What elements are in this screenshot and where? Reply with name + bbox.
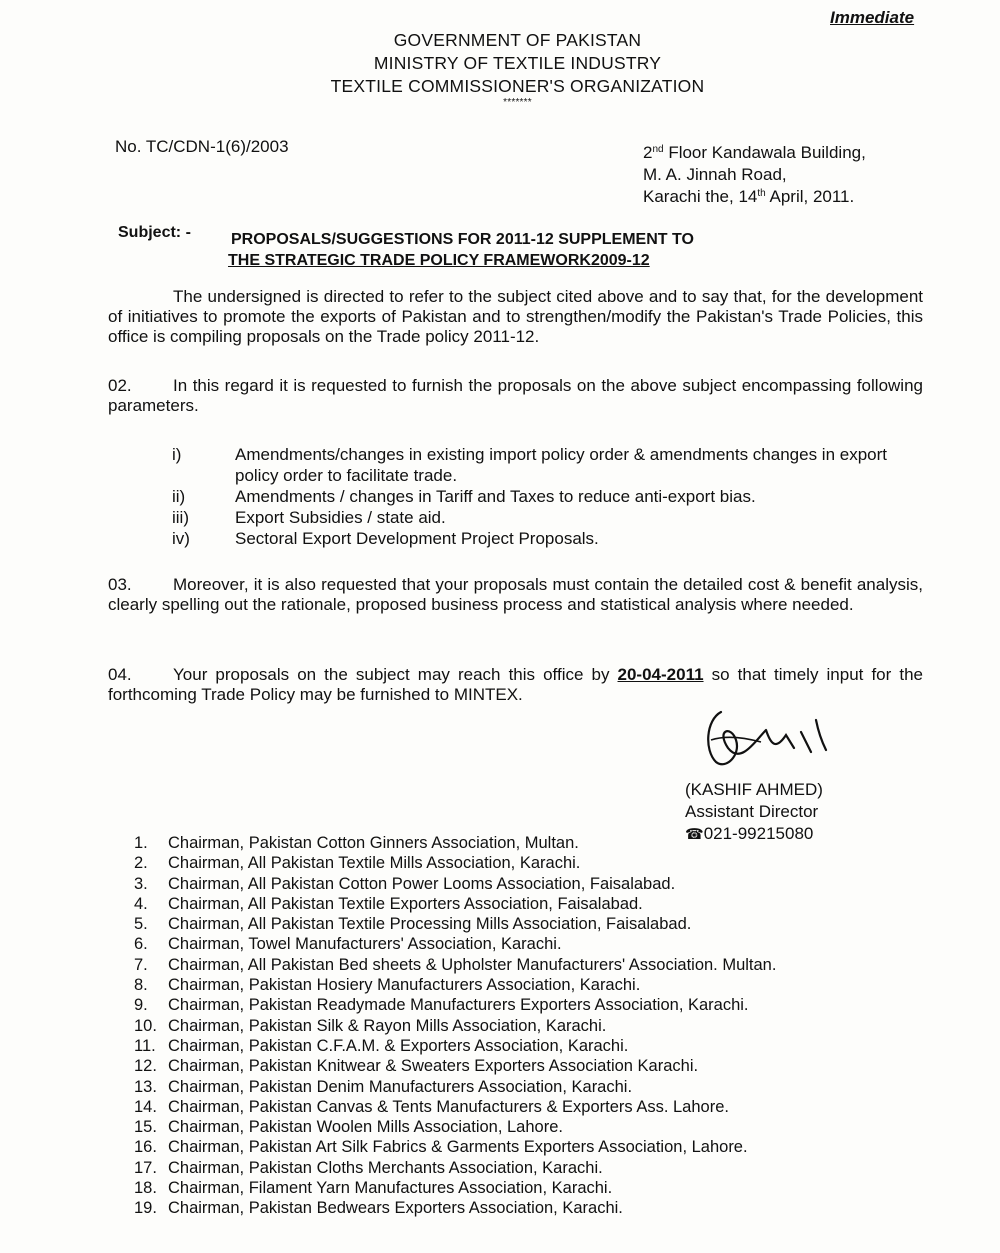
distribution-item bbox=[134, 1036, 776, 1056]
parameter-number: i) bbox=[172, 445, 182, 464]
parameter-item bbox=[172, 507, 925, 528]
distribution-recipient: Chairman, Pakistan Hosiery Manufacturers Association, Karachi. bbox=[168, 976, 641, 995]
distribution-recipient: Chairman, Filament Yarn Manufactures Association, Karachi. bbox=[168, 1179, 613, 1198]
parameter-number: iv) bbox=[172, 529, 190, 548]
paragraph-4: 04. Your proposals on the subject may reach this office by 20-04-2011 so that timely input for the forthcoming Trade Policy may be furnished to MINTEX. bbox=[108, 665, 923, 704]
distribution-number: 3. bbox=[134, 874, 148, 893]
subject-line-1: PROPOSALS/SUGGESTIONS FOR 2011-12 SUPPLEMENT TO bbox=[231, 231, 694, 248]
distribution-recipient: Chairman, All Pakistan Bed sheets & Upholster Manufacturers' Association. Multan. bbox=[168, 955, 777, 974]
distribution-recipient: Chairman, Pakistan Bedwears Exporters Association, Karachi. bbox=[168, 1199, 623, 1218]
paragraph-number: 04. bbox=[108, 665, 132, 684]
parameter-number: ii) bbox=[172, 487, 186, 506]
paragraph-2: 02. In this regard it is requested to furnish the proposals on the above subject encompassing following parameters. bbox=[108, 376, 923, 415]
parameter-item bbox=[172, 486, 925, 507]
distribution-item bbox=[134, 975, 776, 995]
distribution-recipient: Chairman, Pakistan C.F.A.M. & Exporters Association, Karachi. bbox=[168, 1036, 629, 1055]
subject-label: Subject: - bbox=[118, 224, 191, 241]
distribution-item bbox=[134, 1198, 776, 1218]
distribution-item bbox=[134, 995, 776, 1015]
distribution-recipient: Chairman, All Pakistan Textile Mills Association, Karachi. bbox=[168, 854, 581, 873]
letterhead-ministry: MINISTRY OF TEXTILE INDUSTRY bbox=[373, 53, 662, 73]
subject-text bbox=[228, 229, 694, 271]
distribution-item bbox=[134, 914, 776, 934]
distribution-item bbox=[134, 1158, 776, 1178]
distribution-number: 17. bbox=[134, 1158, 157, 1177]
reference-number: No. TC/CDN-1(6)/2003 bbox=[115, 137, 289, 156]
telephone-icon: ☎ bbox=[685, 826, 704, 843]
address-line-1: 2nd Floor Kandawala Building, bbox=[643, 143, 866, 162]
signatory-title: Assistant Director bbox=[685, 802, 819, 821]
subject-line-2: THE STRATEGIC TRADE POLICY FRAMEWORK2009-12 bbox=[228, 252, 650, 269]
distribution-recipient: Chairman, Pakistan Cloths Merchants Association, Karachi. bbox=[168, 1158, 603, 1177]
letterhead-government: GOVERNMENT OF PAKISTAN bbox=[393, 30, 642, 50]
distribution-number: 14. bbox=[134, 1097, 157, 1116]
distribution-number: 13. bbox=[134, 1077, 157, 1096]
distribution-recipient: Chairman, All Pakistan Cotton Power Looms Association, Faisalabad. bbox=[168, 874, 676, 893]
priority-label: Immediate bbox=[830, 8, 915, 27]
distribution-item bbox=[134, 894, 776, 914]
paragraph-number: 02. bbox=[108, 376, 132, 395]
distribution-recipient: Chairman, All Pakistan Textile Processing Mills Association, Faisalabad. bbox=[168, 915, 692, 934]
distribution-item bbox=[134, 1117, 776, 1137]
address-date-line: Karachi the, 14th April, 2011. bbox=[643, 187, 855, 206]
distribution-number: 1. bbox=[134, 834, 148, 852]
signatory-name: (KASHIF AHMED) bbox=[685, 780, 823, 799]
distribution-number: 6. bbox=[134, 935, 148, 954]
paragraph-3: 03. Moreover, it is also requested that your proposals must contain the detailed cost & benefit analysis, clearly spelling out the rationale, proposed business process and statistical analysis where needed. bbox=[108, 575, 923, 614]
distribution-item bbox=[134, 1077, 776, 1097]
distribution-item bbox=[134, 955, 776, 975]
distribution-item bbox=[134, 1097, 776, 1117]
distribution-number: 5. bbox=[134, 915, 148, 934]
paragraph-number: 03. bbox=[108, 575, 132, 594]
distribution-number: 10. bbox=[134, 1016, 157, 1035]
distribution-recipient: Chairman, Pakistan Art Silk Fabrics & Garments Exporters Association, Lahore. bbox=[168, 1138, 748, 1157]
parameter-text: Export Subsidies / state aid. bbox=[235, 508, 446, 527]
handwritten-signature bbox=[686, 700, 866, 780]
paragraph-1: The undersigned is directed to refer to the subject cited above and to say that, for the development of initiatives to promote the exports of Pakistan and to strengthen/modify the Pakistan's Trade Policies, this office is compiling proposals on the Trade policy 2011-12. bbox=[108, 287, 923, 346]
distribution-item bbox=[134, 1137, 776, 1157]
parameter-number: iii) bbox=[172, 508, 189, 527]
distribution-item bbox=[134, 1056, 776, 1076]
distribution-number: 16. bbox=[134, 1138, 157, 1157]
distribution-recipient: Chairman, Pakistan Knitwear & Sweaters Exporters Association Karachi. bbox=[168, 1057, 699, 1076]
distribution-recipient: Chairman, All Pakistan Textile Exporters Association, Faisalabad. bbox=[168, 894, 643, 913]
distribution-number: 12. bbox=[134, 1057, 157, 1076]
distribution-recipient: Chairman, Pakistan Denim Manufacturers Association, Karachi. bbox=[168, 1077, 633, 1096]
distribution-recipient: Chairman, Pakistan Silk & Rayon Mills Association, Karachi. bbox=[168, 1016, 607, 1035]
address-line-2: M. A. Jinnah Road, bbox=[643, 165, 787, 184]
parameter-text: Sectoral Export Development Project Proposals. bbox=[235, 529, 599, 548]
distribution-item bbox=[134, 934, 776, 954]
distribution-number: 11. bbox=[134, 1036, 156, 1055]
distribution-item bbox=[134, 874, 776, 894]
distribution-number: 7. bbox=[134, 955, 148, 974]
deadline-date: 20-04-2011 bbox=[617, 665, 704, 684]
letterhead-organization: TEXTILE COMMISSIONER'S ORGANIZATION bbox=[330, 76, 705, 96]
distribution-list bbox=[134, 833, 776, 1219]
parameters-list bbox=[172, 444, 925, 549]
signatory-phone: ☎021-99215080 bbox=[685, 824, 814, 843]
parameter-text: Amendments / changes in Tariff and Taxes to reduce anti-export bias. bbox=[235, 487, 756, 506]
distribution-item bbox=[134, 1178, 776, 1198]
distribution-recipient: Chairman, Towel Manufacturers' Association, Karachi. bbox=[168, 935, 562, 954]
parameter-item bbox=[172, 444, 925, 486]
parameter-text: Amendments/changes in existing import policy order & amendments changes in export policy order to facilitate trade. bbox=[235, 445, 888, 485]
distribution-item bbox=[134, 1016, 776, 1036]
distribution-recipient: Chairman, Pakistan Canvas & Tents Manufacturers & Exporters Ass. Lahore. bbox=[168, 1097, 729, 1116]
distribution-number: 8. bbox=[134, 976, 148, 995]
distribution-number: 15. bbox=[134, 1118, 157, 1137]
letterhead-stars: ******* bbox=[503, 97, 532, 108]
letterhead bbox=[0, 29, 1000, 108]
distribution-item bbox=[134, 833, 776, 853]
distribution-number: 4. bbox=[134, 894, 148, 913]
distribution-number: 19. bbox=[134, 1199, 157, 1218]
distribution-item bbox=[134, 853, 776, 873]
distribution-recipient: Chairman, Pakistan Readymade Manufacturers Exporters Association, Karachi. bbox=[168, 996, 749, 1015]
distribution-recipient: Chairman, Pakistan Cotton Ginners Association, Multan. bbox=[168, 834, 579, 852]
distribution-number: 2. bbox=[134, 854, 148, 873]
distribution-number: 18. bbox=[134, 1179, 157, 1198]
distribution-number: 9. bbox=[134, 996, 148, 1015]
sender-address bbox=[643, 142, 866, 208]
parameter-item bbox=[172, 528, 925, 549]
distribution-recipient: Chairman, Pakistan Woolen Mills Association, Lahore. bbox=[168, 1118, 563, 1137]
